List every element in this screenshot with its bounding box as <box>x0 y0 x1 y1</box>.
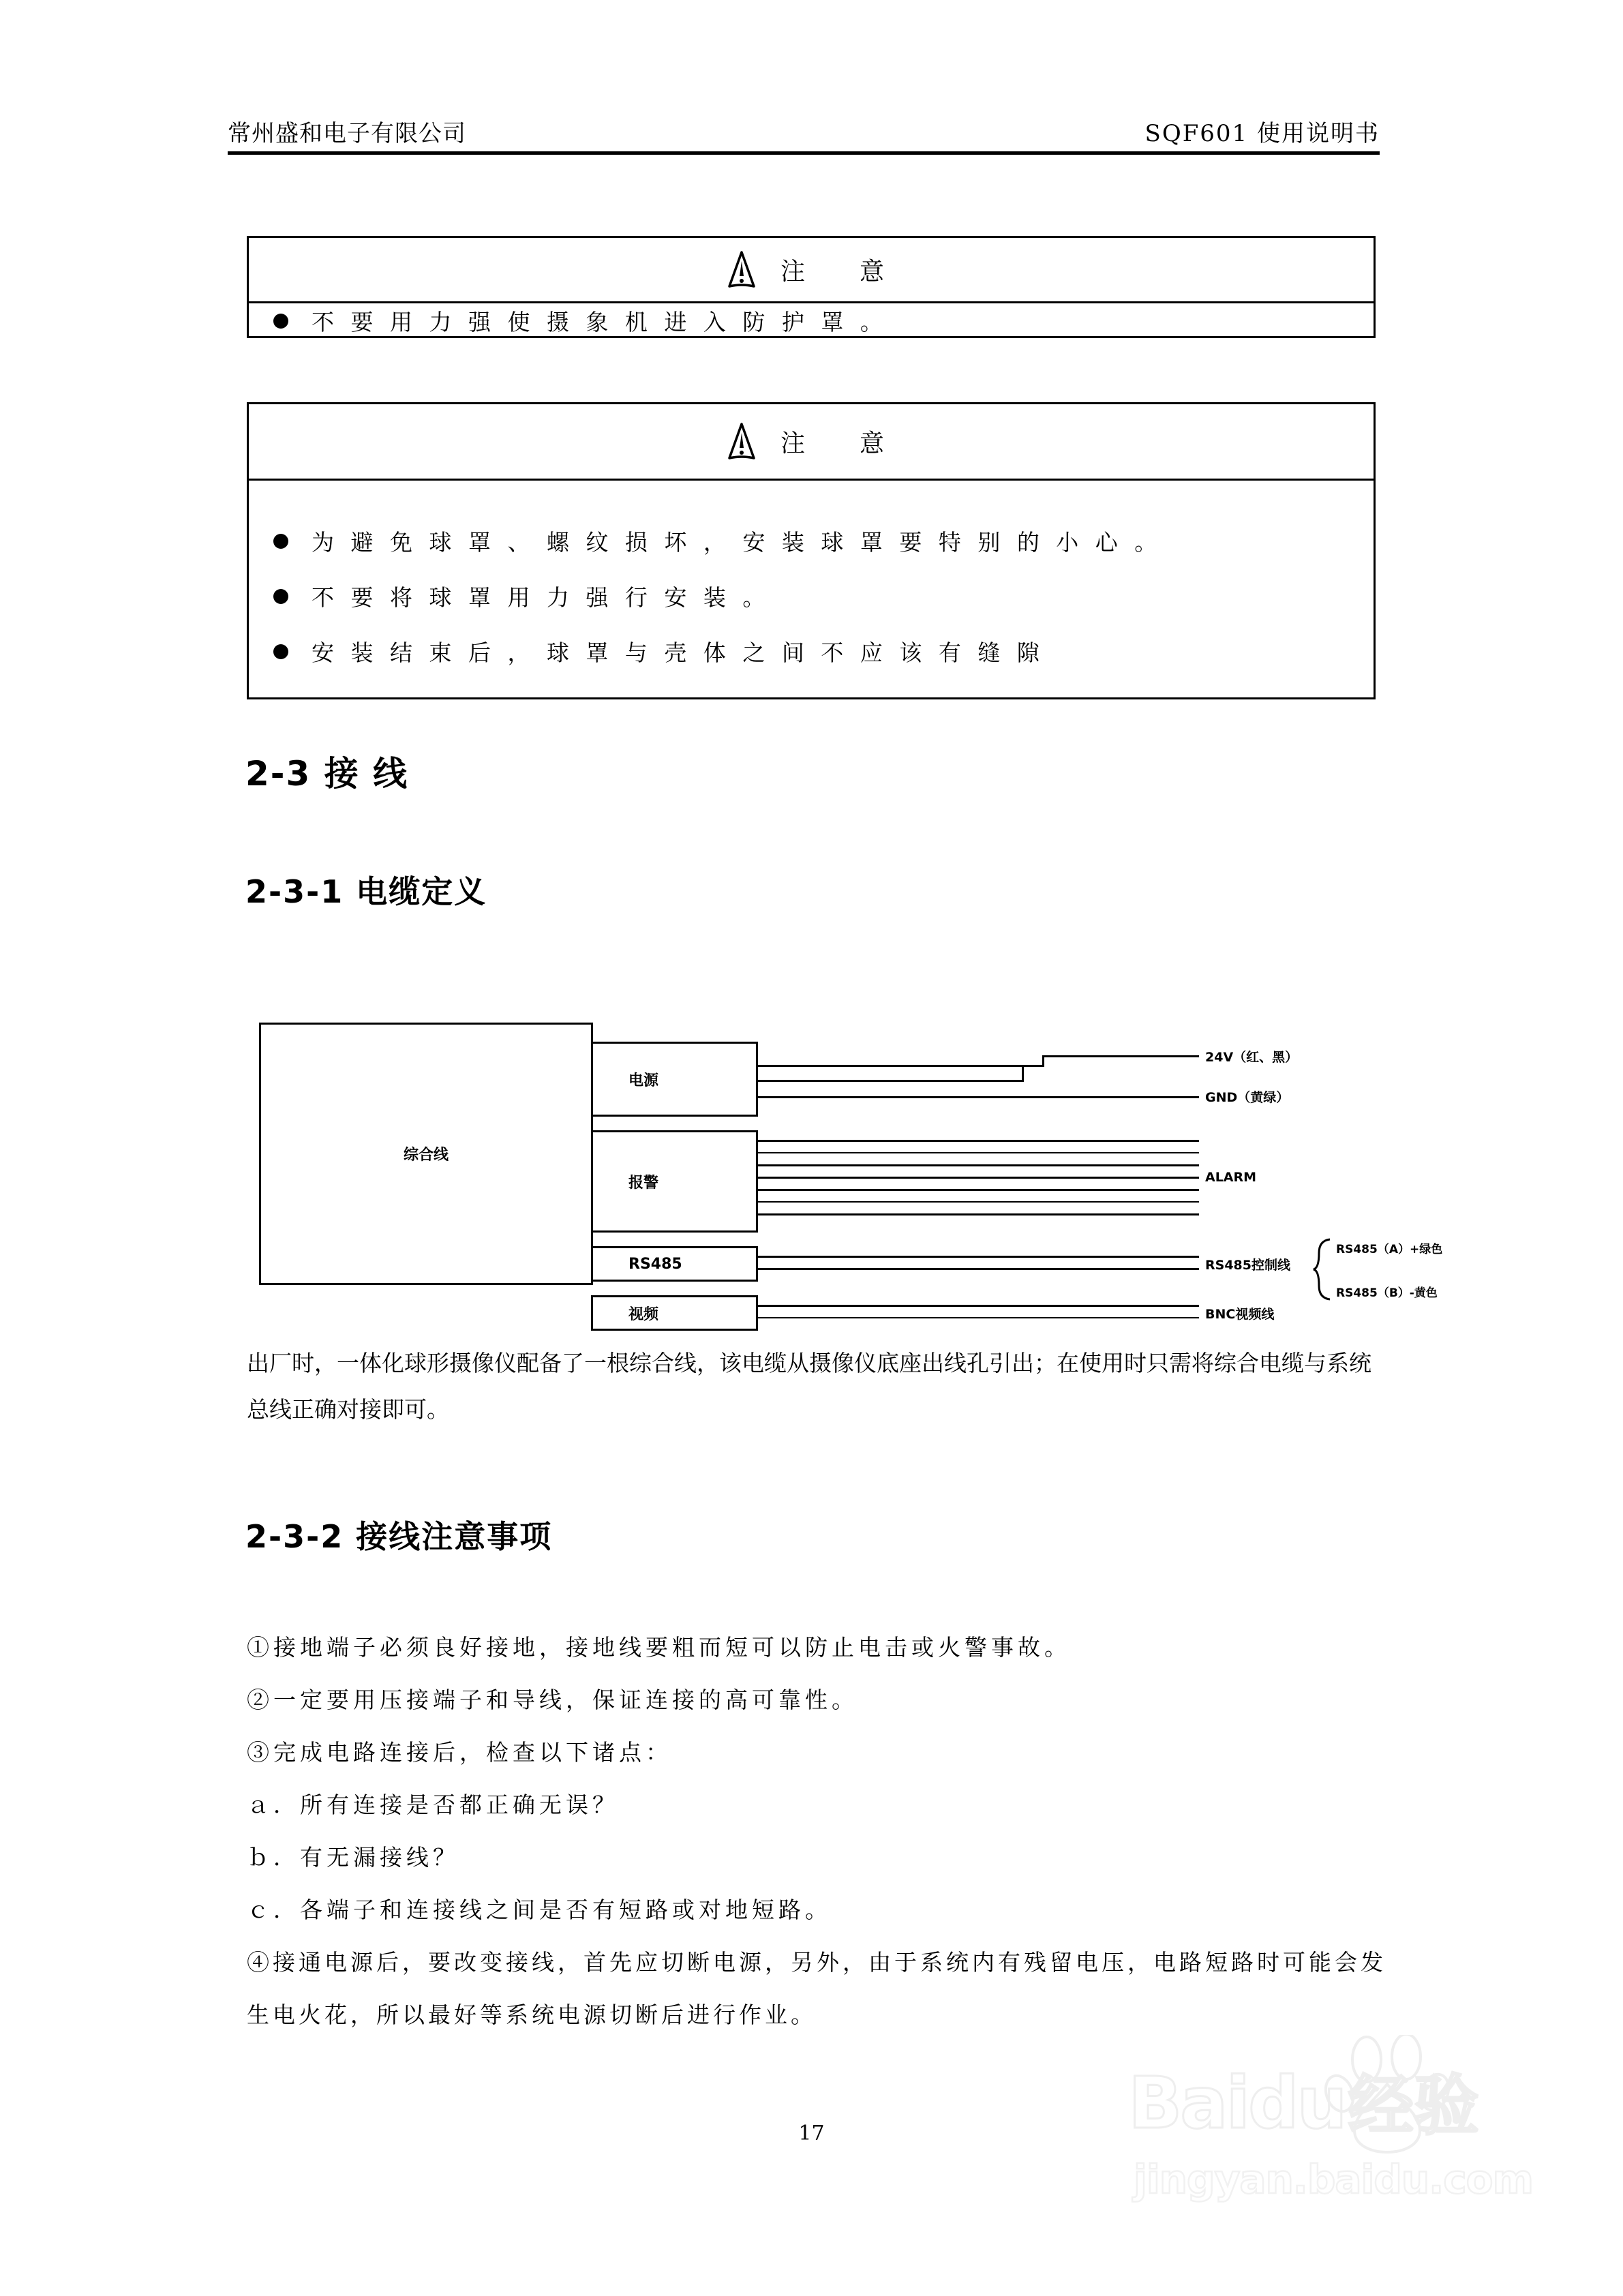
diagram-output-label-rs485: RS485控制线 <box>1205 1258 1290 1273</box>
diagram-wire <box>758 1140 1199 1142</box>
diagram-output-label-24v: 24V（红、黑） <box>1205 1050 1299 1065</box>
caution-box-2-header <box>249 404 1374 481</box>
wiring-notes-list <box>247 1621 1399 2041</box>
diagram-wire <box>758 1213 1199 1215</box>
diagram-rs485-branch-a: RS485（A）+绿色 <box>1336 1243 1443 1256</box>
diagram-wire <box>758 1096 1199 1098</box>
caution-bullet-text: 不 要 将 球 罩 用 力 强 行 安 装 。 <box>312 584 770 611</box>
diagram-wire <box>758 1080 1024 1082</box>
diagram-wire <box>758 1201 1199 1203</box>
note-item-3: ③完成电路连接后，检查以下诸点： <box>247 1739 672 1766</box>
caution-box-1-body <box>249 303 1374 338</box>
diagram-wire <box>1042 1055 1199 1057</box>
diagram-group-label-power: 电源 <box>628 1072 659 1089</box>
note-item-4: ④接通电源后，要改变接线，首先应切断电源，另外，由于系统内有残留电压，电路短路时可能会发生电火花，所以最好等系统电源切断后进行作业。 <box>247 1949 1386 2028</box>
heading-section-2-3: 2-3 接 线 <box>245 754 409 794</box>
diagram-group-box-alarm <box>591 1130 758 1233</box>
diagram-output-label-gnd: GND（黄绿） <box>1205 1090 1290 1105</box>
diagram-wire <box>758 1065 1044 1067</box>
header-manual-title: SQF601 使用说明书 <box>1144 120 1380 147</box>
note-item-c: ｃ．各端子和连接线之间是否有短路或对地短路。 <box>247 1897 832 1923</box>
diagram-rs485-brace-icon <box>1312 1238 1335 1301</box>
bullet-dot-icon <box>273 644 288 659</box>
intro-paragraph: 出厂时，一体化球形摄像仪配备了一根综合线，该电缆从摄像仪底座出线孔引出；在使用时只需将综合电缆与系统总线正确对接即可。 <box>247 1350 1371 1423</box>
diagram-wire <box>758 1305 1199 1307</box>
page-number: 17 <box>798 2121 825 2145</box>
diagram-main-box <box>259 1023 593 1285</box>
caution-bullet-text: 为 避 免 球 罩 、 螺 纹 损 坏 ， 安 装 球 罩 要 特 别 的 小 心 。 <box>312 529 1162 556</box>
diagram-group-label-video: 视频 <box>628 1305 659 1323</box>
diagram-wire-jog <box>1022 1065 1024 1082</box>
diagram-group-label-rs485: RS485 <box>628 1255 682 1273</box>
watermark-url-text: jingyan.baidu.com <box>1134 2156 1533 2203</box>
caution-bullet-item <box>273 580 1374 612</box>
caution-box-2-title: 注 意 <box>780 429 899 457</box>
diagram-wire <box>758 1317 1199 1318</box>
diagram-wire <box>758 1164 1199 1166</box>
cable-definition-diagram <box>259 1009 1443 1323</box>
caution-bullet-text: 安 装 结 束 后 ， 球 罩 与 壳 体 之 间 不 应 该 有 缝 隙 <box>312 639 1044 666</box>
caution-bullet-item <box>273 525 1374 557</box>
bullet-dot-icon <box>273 314 288 329</box>
diagram-wire <box>758 1268 1199 1270</box>
caution-box-1 <box>247 236 1376 338</box>
caution-bullet-text: 不 要 用 力 强 使 摄 象 机 进 入 防 护 罩 。 <box>312 309 888 335</box>
diagram-wire <box>758 1256 1199 1258</box>
note-item-b: ｂ．有无漏接线？ <box>247 1844 459 1871</box>
bullet-dot-icon <box>273 534 288 549</box>
caution-box-2-body <box>249 481 1374 699</box>
diagram-main-box-label: 综合线 <box>403 1147 449 1164</box>
diagram-output-label-alarm: ALARM <box>1205 1170 1257 1185</box>
caution-bullet-item <box>273 635 1374 667</box>
warning-triangle-icon <box>723 250 760 290</box>
diagram-group-box-power <box>591 1042 758 1117</box>
diagram-group-box-video <box>591 1295 758 1331</box>
watermark-brand-text: Baidu <box>1128 2061 1346 2145</box>
bullet-dot-icon <box>273 589 288 604</box>
heading-section-2-3-1: 2-3-1 电缆定义 <box>245 873 487 910</box>
watermark-brand-cn-text: 经验 <box>1348 2068 1479 2144</box>
diagram-wire <box>758 1189 1199 1191</box>
diagram-rs485-branch-b: RS485（B）-黄色 <box>1336 1286 1438 1300</box>
header-divider-rule <box>228 151 1380 155</box>
diagram-group-box-rs485 <box>591 1246 758 1282</box>
caution-box-1-title: 注 意 <box>780 258 899 286</box>
note-item-1: ①接地端子必须良好接地，接地线要粗而短可以防止电击或火警事故。 <box>247 1634 1071 1661</box>
diagram-output-label-bnc: BNC视频线 <box>1205 1307 1275 1322</box>
note-item-2: ②一定要用压接端子和导线，保证连接的高可靠性。 <box>247 1687 858 1713</box>
caution-box-2 <box>247 402 1376 699</box>
caution-box-1-header <box>249 238 1374 303</box>
warning-triangle-icon <box>723 422 760 462</box>
diagram-wire <box>758 1152 1199 1153</box>
heading-section-2-3-2: 2-3-2 接线注意事项 <box>245 1518 553 1555</box>
header-company-name: 常州盛和电子有限公司 <box>228 120 466 147</box>
diagram-wire <box>758 1177 1199 1179</box>
page-header <box>228 115 1380 148</box>
caution-bullet-item <box>273 305 1374 337</box>
note-item-a: ａ．所有连接是否都正确无误？ <box>247 1792 619 1818</box>
diagram-group-label-alarm: 报警 <box>628 1174 659 1192</box>
